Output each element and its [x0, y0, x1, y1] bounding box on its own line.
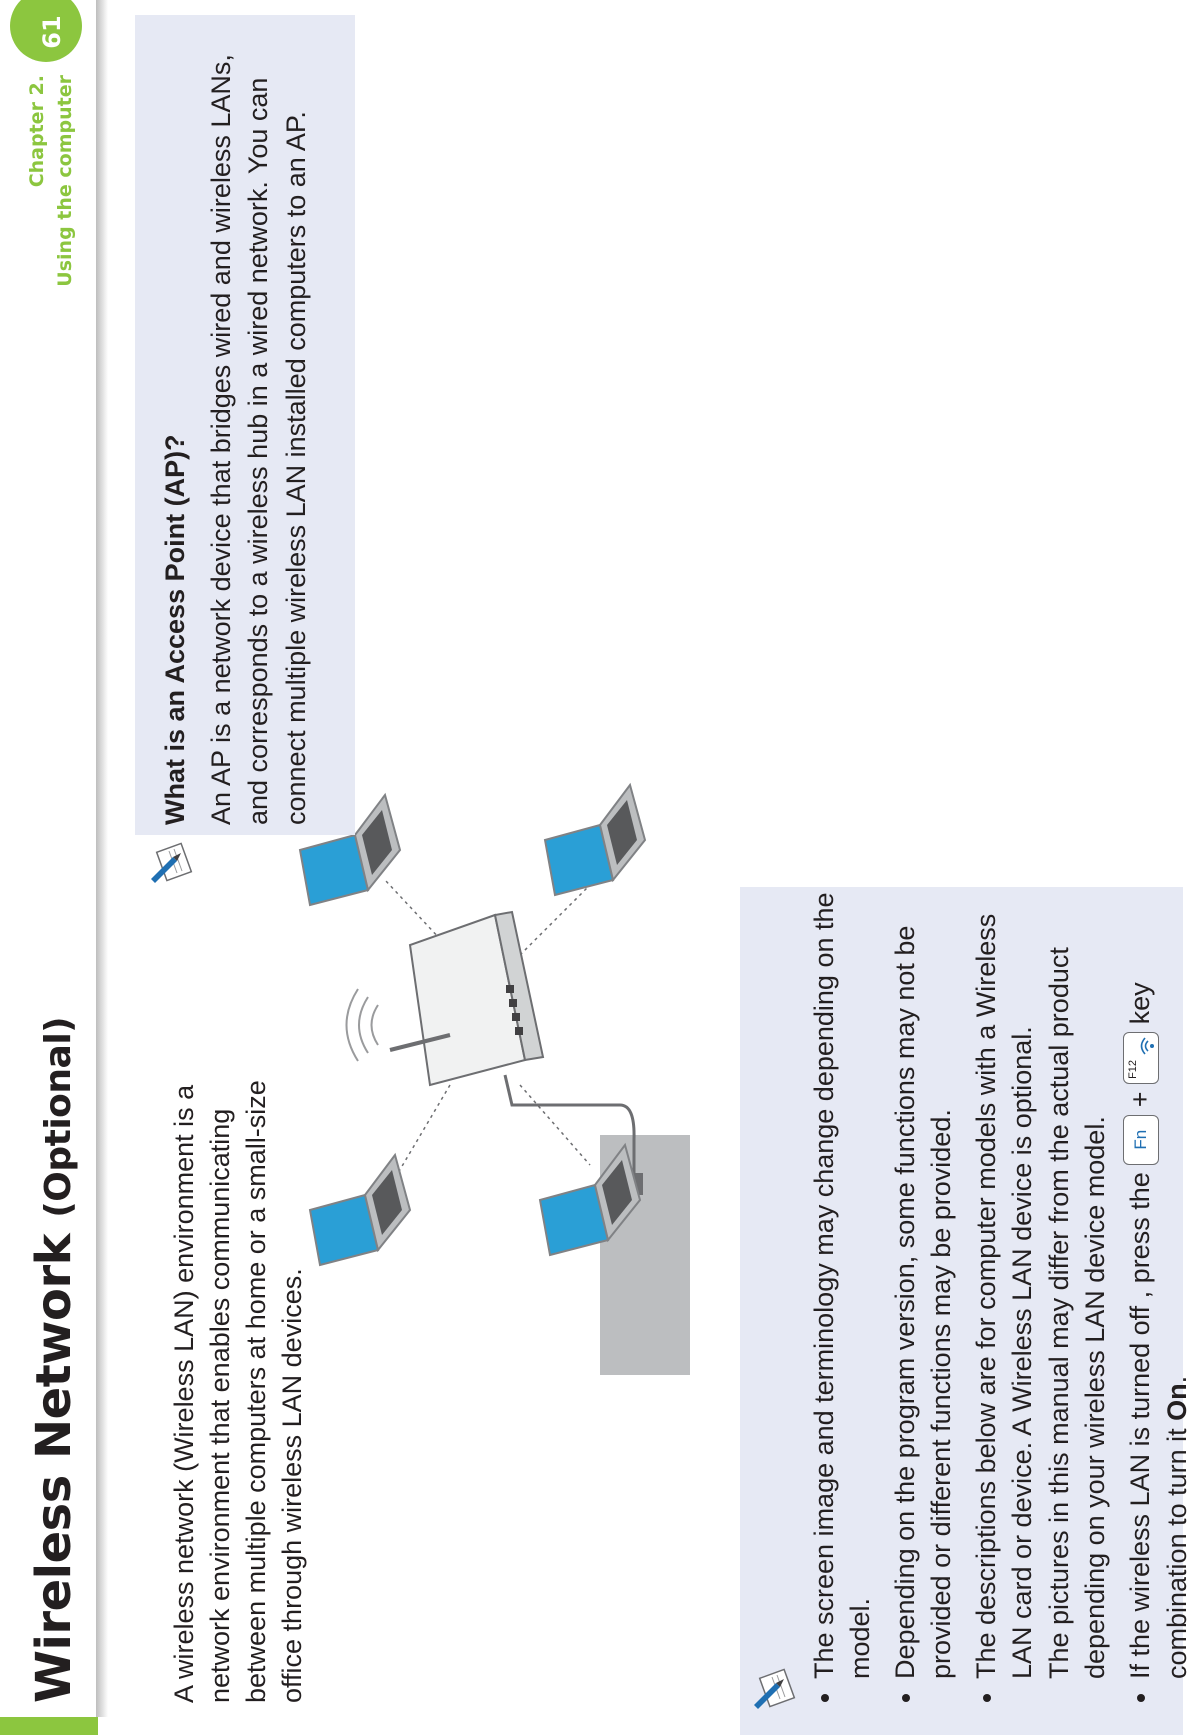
title-optional: (Optional) [38, 1016, 79, 1218]
wireless-icon [1139, 1037, 1155, 1055]
title-main: Wireless Network [26, 1233, 82, 1703]
access-point-note [135, 15, 355, 835]
chapter-label [24, 75, 79, 315]
page-title [26, 1017, 82, 1703]
general-notes [740, 887, 1193, 1735]
f12-key: F12 [1123, 1032, 1159, 1084]
chapter-title: Using the computer [53, 75, 76, 287]
notes-list [806, 889, 1204, 1713]
title-accent-bar [0, 1717, 98, 1735]
intro-paragraph: A wireless network (Wireless LAN) environment is a network environment that enables communicating between multiple computers at home or a small-size office through wireless LAN devices. [169, 1080, 307, 1703]
laptop-top-left [310, 1155, 410, 1265]
note-item: • If the wireless LAN is turned off , press the Fn + F12 key combination to turn it On. [1122, 889, 1196, 1679]
note-pencil-icon [746, 1663, 796, 1713]
access-point-heading: What is an Access Point (AP)? [160, 434, 190, 825]
laptop-bottom-right [545, 785, 645, 895]
note-item: • The descriptions below are for computer models with a Wireless LAN card or device. A Wireless LAN device is optional. The pictures in this manual may differ from the actual product depending on your wireless LAN device model. [968, 889, 1114, 1679]
wireless-network-diagram [290, 765, 690, 1375]
note-pencil-icon [143, 837, 193, 887]
page-number: 61 [38, 15, 66, 49]
note-item: • The screen image and terminology may change depending on the model. [806, 889, 879, 1679]
signal-waves-icon [347, 989, 379, 1061]
page-number-badge [10, 0, 82, 62]
note-item: • Depending on the program version, some functions may not be provided or different functions may be provided. [887, 889, 960, 1679]
chapter-number: Chapter 2. [26, 75, 48, 188]
fn-key: Fn [1123, 1115, 1159, 1165]
access-point-router [390, 912, 543, 1085]
access-point-body: An AP is a network device that bridges wired and wireless LANs, and corresponds to a wireless hub in a wired network. You can connect multiple wireless LAN installed computers to an AP. [206, 54, 311, 825]
title-rule [96, 0, 108, 1717]
